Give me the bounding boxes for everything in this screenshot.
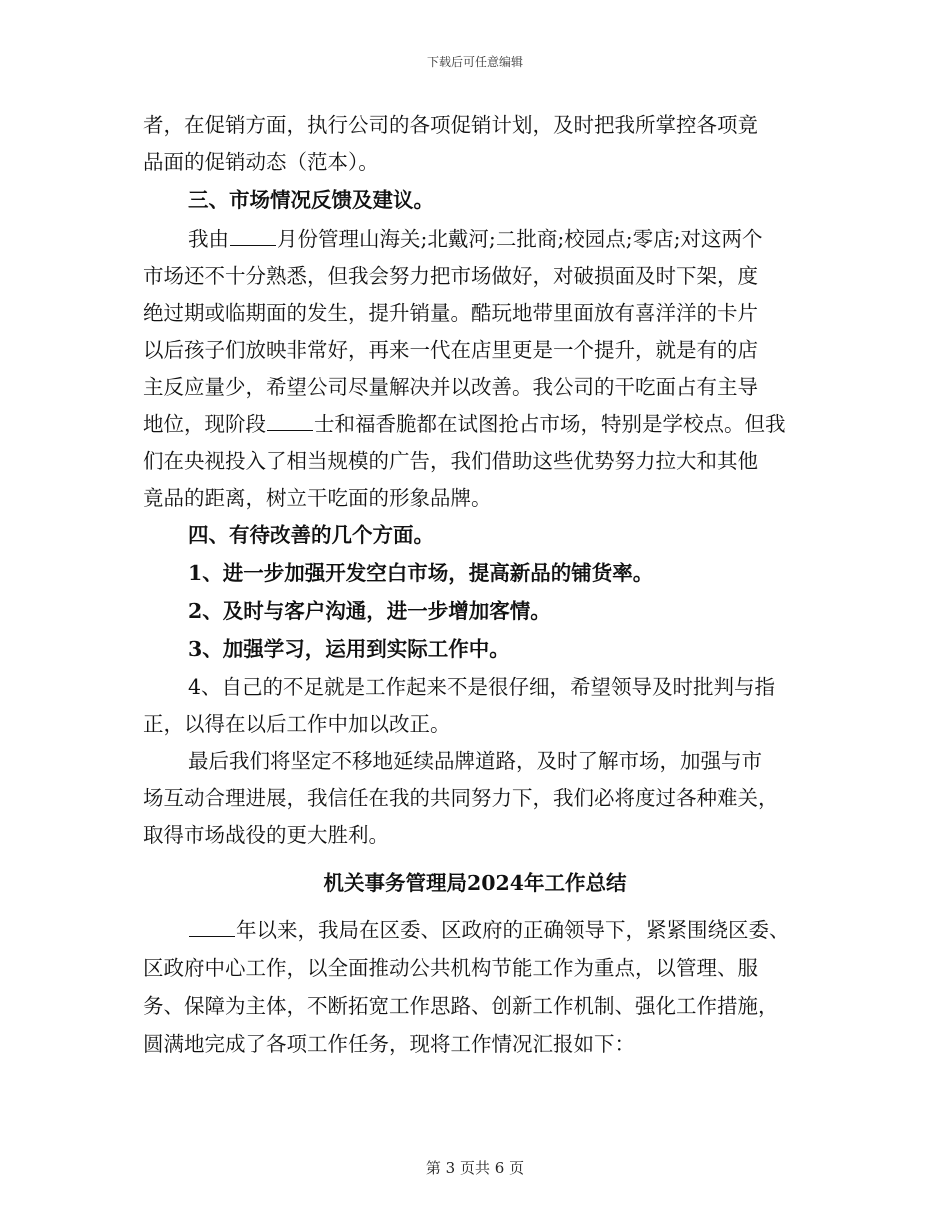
body-line-6: 绝过期或临期面的发生，提升销量。酷玩地带里面放有喜洋洋的卡片 — [143, 301, 758, 325]
page-header: 下载后可任意编辑 — [426, 55, 523, 69]
body-line-2: 品面的促销动态（范本）。 — [143, 150, 379, 174]
body-line-20: 取得市场战役的更大胜利。 — [143, 823, 389, 847]
blank-underline — [189, 916, 235, 937]
blank-underline — [230, 225, 276, 246]
list-item-3: 3、加强学习，运用到实际工作中。 — [188, 637, 510, 661]
body-line-8: 主反应量少，希望公司尽量解决并以改善。我公司的干吃面占有主导 — [143, 375, 758, 399]
body-line-10: 们在央视投入了相当规模的广告，我们借助这些优势努力拉大和其他 — [143, 449, 758, 473]
body-line-22: 年以来，我局在区委、区政府的正确领导下，紧紧围绕区委、 — [188, 913, 950, 947]
page-footer: 第 3 页共 6 页 — [425, 1159, 525, 1177]
body-line-7: 以后孩子们放映非常好，再来一代在店里更是一个提升，就是有的店 — [143, 338, 758, 362]
body-line-4: 我由 月份管理山海关;北戴河;二批商;校园点;零店;对这两个 — [188, 227, 763, 251]
body-line-17: 正，以得在以后工作中加以改正。 — [143, 712, 451, 736]
section-heading-3: 三、市场情况反馈及建议。 — [188, 188, 434, 212]
blank-underline — [267, 410, 313, 431]
body-line-1: 者，在促销方面，执行公司的各项促销计划，及时把我所掌控各项竟 — [143, 113, 758, 137]
list-item-2: 2、及时与客户沟通，进一步增加客情。 — [188, 599, 551, 623]
body-line-23: 区政府中心工作，以全面推动公共机构节能工作为重点，以管理、服 — [143, 956, 758, 980]
body-line-24: 务、保障为主体，不断拓宽工作思路、创新工作机制、强化工作措施， — [143, 994, 779, 1018]
body-line-19: 场互动合理进展，我信任在我的共同努力下，我们必将度过各种难关， — [143, 786, 779, 810]
list-item-1: 1、进一步加强开发空白市场，提高新品的铺货率。 — [188, 561, 654, 585]
section-heading-4: 四、有待改善的几个方面。 — [188, 523, 434, 547]
body-line-9: 地位，现阶段 士和福香脆都在试图抢占市场，特别是学校点。但我 — [143, 412, 786, 436]
list-item-4: 4、自己的不足就是工作起来不是很仔细，希望领导及时批判与指 — [188, 675, 776, 699]
body-line-18: 最后我们将坚定不移地延续品牌道路，及时了解市场，加强与市 — [188, 749, 762, 773]
body-line-11: 竟品的距离，树立干吃面的形象品牌。 — [143, 486, 492, 510]
document-title: 机关事务管理局2024年工作总结 — [323, 871, 627, 895]
body-line-25: 圆满地完成了各项工作任务，现将工作情况汇报如下： — [143, 1032, 635, 1056]
body-line-5: 市场还不十分熟悉，但我会努力把市场做好，对破损面及时下架，度 — [143, 264, 758, 288]
